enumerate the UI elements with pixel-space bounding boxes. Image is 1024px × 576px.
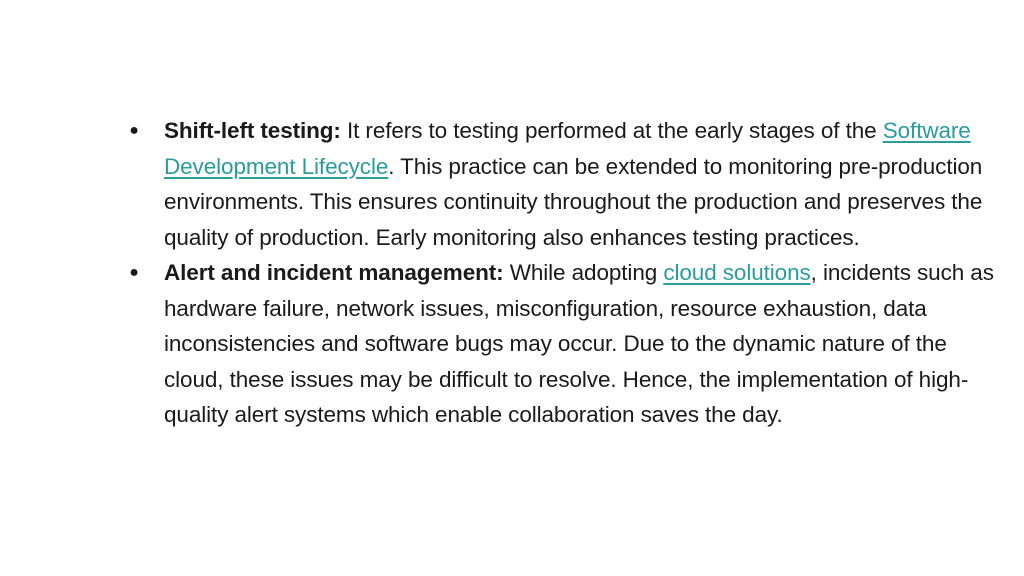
bullet-icon: ● bbox=[129, 122, 139, 139]
bullet-term: Shift-left testing: bbox=[164, 118, 341, 143]
bullet-list bbox=[124, 113, 1004, 433]
list-item-alert-incident-management bbox=[124, 255, 1004, 433]
bullet-text: It refers to testing performed at the early stages of the bbox=[340, 118, 883, 143]
list-item-shift-left-testing bbox=[124, 113, 1004, 255]
software-development-lifecycle-link[interactable]: Software Development Lifecycle bbox=[164, 118, 971, 179]
bullet-text: While adopting bbox=[503, 260, 664, 285]
bullet-text: , incidents such as hardware failure, network issues, misconfiguration, resource exhaustion, data inconsistencies and software bugs may occur. Due to the dynamic nature of the cloud, these issues may be difficult to resolve. Hence, the implementation of high-quality alert systems which enable collaboration saves the day. bbox=[164, 260, 994, 427]
cloud-solutions-link[interactable]: cloud solutions bbox=[663, 260, 811, 285]
bullet-text: . This practice can be extended to monitoring pre-production environments. This ensures continuity throughout the production and preserves the quality of production. Early monitoring also enhances testing practices. bbox=[164, 153, 983, 250]
bullet-icon: ● bbox=[129, 264, 139, 281]
bullet-term: Alert and incident management: bbox=[164, 260, 504, 285]
